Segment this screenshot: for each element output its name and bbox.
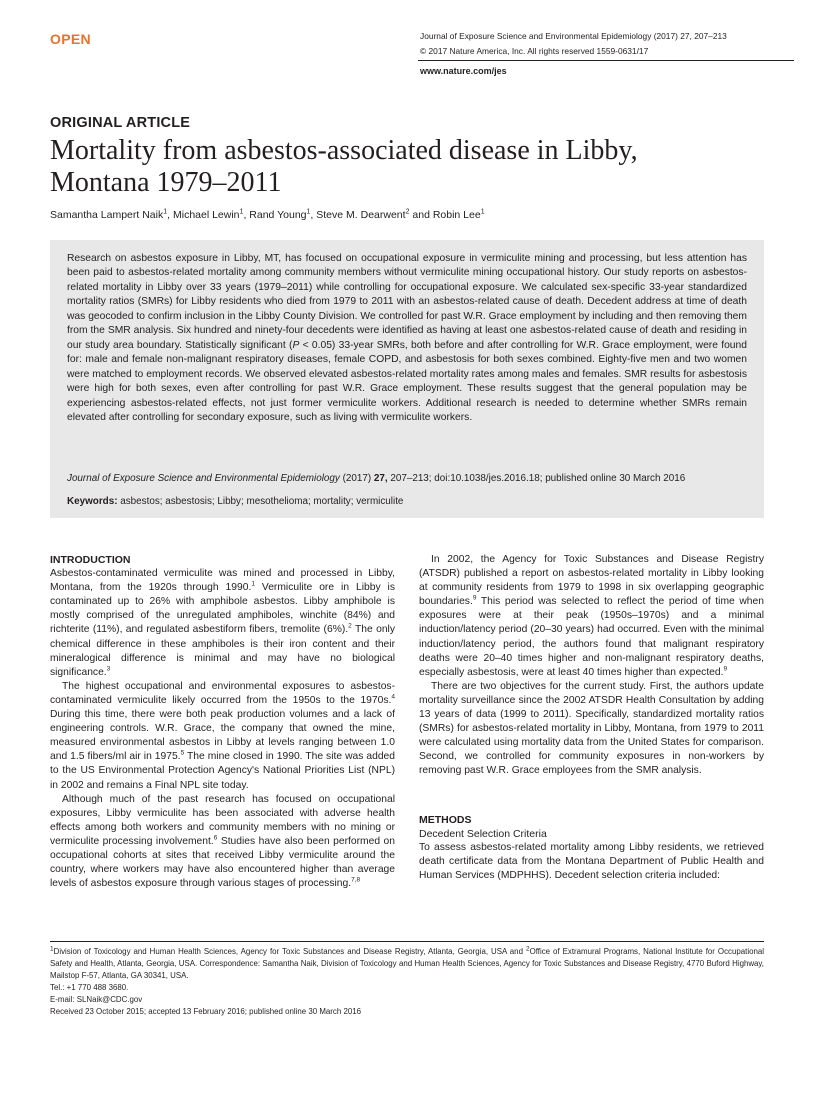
received-dates: Received 23 October 2015; accepted 13 February 2016; published online 30 March 2016	[50, 1007, 362, 1017]
abstract-text: Research on asbestos exposure in Libby, MT, has focused on occupational exposure in vermiculite mining and processing, but less attention has been paid to asbestos-related mortality among community members without vermiculite mining occupational history. Our study reports on asbestos-related mortality in Libby over 33 years (1979–2011) while controlling for occupational exposure. We calculated sex-specific 33-year standardized mortality ratios (SMRs) for Libby residents who died from 1979 to 2011 with an asbestos-related cause of death. Decedent address at time of death was geocoded to confirm inclusion in the Libby County Division. We controlled for past W.R. Grace employment by including and then removing them from the SMR analysis. Six hundred and ninety-four decedents were identified as having at least one asbestos-related cause of death and residing in our study area boundary. Statistically significant (P < 0.05) 33-year SMRs, both before and after controlling for W.R. Grace employment, were found for: male and female non-malignant respiratory diseases, female COPD, and asbestosis for both sexes combined. Eighty-five men and two women were matched to employment records. We observed elevated asbestos-related mortality rates among males and females. SMR results for asbestosis were high for both sexes, even after controlling for past W.R. Grace employment. These results suggest that the general population may be experiencing asbestos-related effects, not just former vermiculite workers. Additional research is needed to determine whether SMRs remain elevated after controlling for secondary exposure, such as living with vermiculite workers.	[67, 253, 747, 423]
author-separator: ,	[243, 209, 250, 221]
affiliation-marker: 1	[306, 208, 311, 216]
section-spacer	[419, 779, 764, 813]
paragraph: Although much of the past research has focused on occupational exposures, Libby vermiculite has been associated with adverse health effects among both workers and community members with no mining or vermiculite processing involvement.$^6$ Studies have also been performed on occupational cohorts at sites that received Libby vermiculite around the country, where workers may have also encountered higher than average levels of asbestos exposure through various stages of processing.$^{7,8}$	[50, 793, 395, 890]
affiliation-marker: 1	[480, 208, 485, 216]
article-title	[50, 135, 750, 199]
subsection-heading: Decedent Selection Criteria	[419, 827, 547, 840]
article-type-label: ORIGINAL ARTICLE	[50, 115, 191, 131]
open-access-badge: OPEN	[50, 31, 91, 47]
reference-marker[interactable]: 9	[472, 594, 477, 602]
reference-marker[interactable]: 3	[106, 665, 111, 673]
footer-divider	[50, 941, 764, 942]
section-heading-introduction: INTRODUCTION	[50, 554, 131, 566]
author-name: Michael Lewin	[172, 209, 240, 221]
footnotes	[50, 946, 764, 1019]
author	[316, 209, 433, 221]
author-separator: ,	[167, 209, 173, 221]
section-heading-methods: METHODS	[419, 813, 472, 826]
citation-line: Journal of Exposure Science and Environmental Epidemiology (2017) 27, 207–213; doi:10.1038/jes.2016.18; published online 30 March 2016	[67, 473, 686, 484]
author	[50, 209, 173, 221]
affiliation-marker: 1	[239, 208, 244, 216]
affiliations: $^1$Division of Toxicology and Human Health Sciences, Agency for Toxic Substances and Disease Registry, Atlanta, Georgia, USA and $^2$Office of Extramural Programs, National Institute for Occupational Safety and Health, Atlanta, Georgia, USA. Correspondence: Samantha Naik, Division of Toxicology and Human Health Sciences, Agency for Toxic Substances and Disease Registry, 4770 Buford Highway, Mailstop F-57, Atlanta, GA 30341, USA.	[50, 945, 764, 981]
author	[249, 209, 316, 221]
paragraph: There are two objectives for the current study. First, the authors update mortality surveillance since the 2002 ATSDR Health Consultation by adding 13 years of data (1999 to 2011). Specifically, standardized mortality ratios (SMRs) for asbestos-related mortality in Libby, Montana, from 1979 to 2011 were calculated using mortality data from the United States for comparison. Second, we controlled for community exposures in non-workers by removing past W.R. Grace employees from the SMR analysis.	[419, 680, 764, 777]
header-divider	[418, 60, 794, 61]
author-name: Rand Young	[249, 209, 307, 221]
reference-marker[interactable]: 4	[391, 693, 395, 701]
reference-marker[interactable]: 5	[180, 749, 185, 757]
reference-marker[interactable]: 1	[251, 580, 255, 588]
citation-volume: 27,	[373, 473, 388, 484]
keywords-line	[67, 496, 403, 507]
author-separator: and	[409, 209, 433, 221]
keywords-label: Keywords:	[67, 496, 118, 507]
title-line-1: Mortality from asbestos-associated disease in Libby,	[50, 135, 638, 166]
telephone: Tel.: +1 770 488 3680.	[50, 983, 129, 993]
journal-website-link[interactable]: www.nature.com/jes	[420, 66, 507, 76]
reference-marker[interactable]: 2	[348, 623, 352, 631]
reference-marker[interactable]: 6	[213, 834, 218, 842]
author	[433, 209, 485, 221]
paragraph: The highest occupational and environmental exposures to asbestos-contaminated vermiculite likely occurred from the 1950s to the 1970s.$^4$ During this time, there were both peak production volumes and a lack of engineering controls. W.R. Grace, the company that owned the mine, measured environmental asbestos in Libby at levels ranging between 1.0 and 1.5 fibers/ml air in 1975.$^5$ The mine closed in 1990. The site was added to the US Environmental Protection Agency's National Priorities List (NPL) in 2002 and remains a Final NPL site today.	[50, 680, 395, 791]
reference-marker[interactable]: 9	[723, 665, 728, 673]
affiliation-marker: 1	[163, 208, 168, 216]
copyright-line: © 2017 Nature America, Inc. All rights reserved 1559-0631/17	[420, 46, 649, 56]
left-column	[50, 553, 395, 891]
author	[173, 209, 249, 221]
author-separator: ,	[310, 209, 317, 221]
author-name: Samantha Lampert Naik	[50, 209, 164, 221]
reference-marker[interactable]: 7,8	[351, 876, 361, 884]
keywords-list: asbestos; asbestosis; Libby; mesothelioma; mortality; vermiculite	[117, 496, 404, 507]
email-link[interactable]: E-mail: SLNaik@CDC.gov	[50, 995, 143, 1005]
citation-journal: Journal of Exposure Science and Environmental Epidemiology	[67, 473, 340, 484]
journal-citation-line: Journal of Exposure Science and Environmental Epidemiology (2017) 27, 207–213	[420, 31, 727, 41]
author-list	[50, 209, 485, 221]
paragraph: To assess asbestos-related mortality among Libby residents, we retrieved death certificate data from the Montana Department of Public Health and Human Services (MDPHHS). Decedent selection criteria included:	[419, 841, 764, 881]
author-name: Steve M. Dearwent	[316, 209, 406, 221]
author-name: Robin Lee	[432, 209, 481, 221]
paragraph: Asbestos-contaminated vermiculite was mined and processed in Libby, Montana, from the 1920s through 1990.$^1$ Vermiculite ore in Libby is contaminated up to 26% with amphibole asbestos. Libby amphibole is mostly comprised of the unregulated amphiboles, winchite (84%) and richterite (11%), and regulated asbestiform fibers, tremolite (6%).$^2$ The only chemical difference in these amphiboles is their iron content and their mineralogical difference is minimal and may have no biological significance.$^3$	[50, 568, 395, 678]
affiliation-marker: 2	[405, 208, 410, 216]
title-line-2: Montana 1979–2011	[50, 167, 282, 198]
right-column	[419, 553, 764, 883]
paragraph: In 2002, the Agency for Toxic Substances and Disease Registry (ATSDR) published a report on asbestos-related mortality in Libby looking at community residents from 1979 to 1998 in six overlapping geographic boundaries.$^9$ This period was selected to reflect the period of time when exposures were at their peak (1950s–1970s) and a minimal induction/latency period (20–30 years) had occurred. Even with the minimal induction/latency period, the authors found that malignant respiratory deaths were 20–40 times higher and non-malignant respiratory deaths, especially asbestosis, were at least 40 times higher than expected.$^9$	[419, 554, 764, 678]
